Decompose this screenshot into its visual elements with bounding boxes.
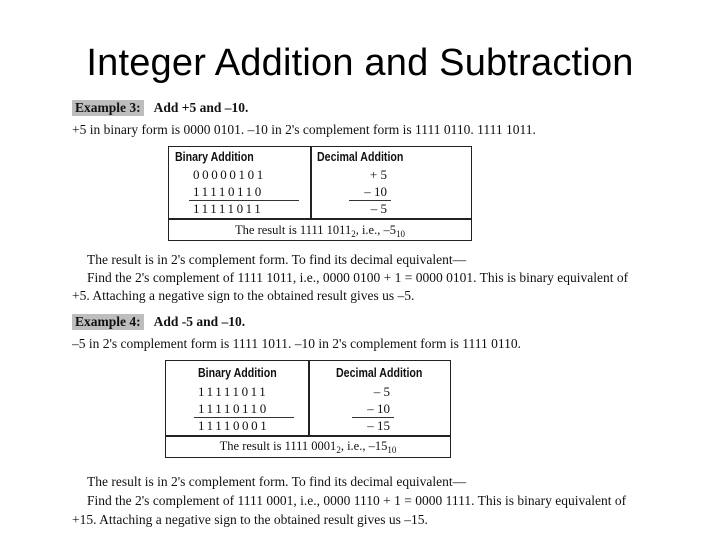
example4-result: The result is 1111 $0001_2$, i.e., $-15_{10}$ bbox=[219, 439, 397, 455]
page-title: Integer Addition and Subtraction bbox=[86, 42, 634, 84]
example3-task: Add +5 and –10. bbox=[153, 100, 249, 115]
binary-addition-header: Binary Addition bbox=[198, 366, 277, 380]
example4-table bbox=[165, 360, 451, 458]
example4-heading bbox=[72, 314, 245, 330]
example3-explanation-1: The result is in 2's complement form. To find its decimal equivalent— bbox=[87, 252, 467, 267]
example4-explanation-2: Find the 2's complement of 1111 0001, i.e., 0000 1110 + 1 = 0000 1111. This is binary equivalent of bbox=[87, 493, 627, 508]
example3-table bbox=[168, 146, 472, 241]
decimal-addition-header: Decimal Addition bbox=[336, 366, 423, 380]
binary-addition-header: Binary Addition bbox=[175, 150, 254, 164]
decimal-addition-header: Decimal Addition bbox=[317, 150, 404, 164]
result-separator bbox=[166, 435, 450, 437]
example3-result: The result is 1111 $1011_2$, i.e., $-5_{10}$ bbox=[235, 223, 405, 239]
binary-row: 11110110 bbox=[193, 184, 264, 199]
decimal-row: – 10 bbox=[367, 401, 390, 416]
decimal-row: – 10 bbox=[364, 184, 387, 199]
binary-row: 00000101 bbox=[193, 167, 266, 182]
example4-explanation-3: +15. Attaching a negative sign to the obtained result gives us –15. bbox=[72, 512, 428, 527]
example4-label: Example 4: bbox=[72, 314, 144, 330]
decimal-row: – 5 bbox=[373, 384, 390, 399]
example3-label: Example 3: bbox=[72, 100, 144, 116]
example4-intro: –5 in 2's complement form is 1111 1011. –10 in 2's complement form is 1111 0110. bbox=[72, 336, 521, 351]
decimal-row: – 15 bbox=[367, 418, 390, 433]
binary-row: 11111011 bbox=[198, 384, 269, 399]
binary-row: 11110110 bbox=[198, 401, 269, 416]
result-separator bbox=[169, 218, 471, 220]
example3-heading bbox=[72, 100, 248, 116]
example3-explanation-2: Find the 2's complement of 1111 1011, i.e., 0000 0100 + 1 = 0000 0101. This is binary equivalent of bbox=[87, 270, 629, 285]
example3-intro: +5 in binary form is 0000 0101. –10 in 2's complement form is 1111 0110. 1111 1011. bbox=[72, 122, 536, 137]
binary-row: 11111011 bbox=[193, 201, 264, 216]
decimal-row: + 5 bbox=[369, 167, 387, 182]
example4-task: Add -5 and –10. bbox=[153, 314, 246, 329]
column-divider bbox=[308, 361, 310, 435]
decimal-row: – 5 bbox=[370, 201, 387, 216]
example3-explanation-3: +5. Attaching a negative sign to the obtained result gives us –5. bbox=[72, 288, 415, 303]
example4-explanation-1: The result is in 2's complement form. To find its decimal equivalent— bbox=[87, 474, 467, 489]
binary-row: 11110001 bbox=[198, 418, 270, 433]
column-divider bbox=[310, 147, 312, 219]
